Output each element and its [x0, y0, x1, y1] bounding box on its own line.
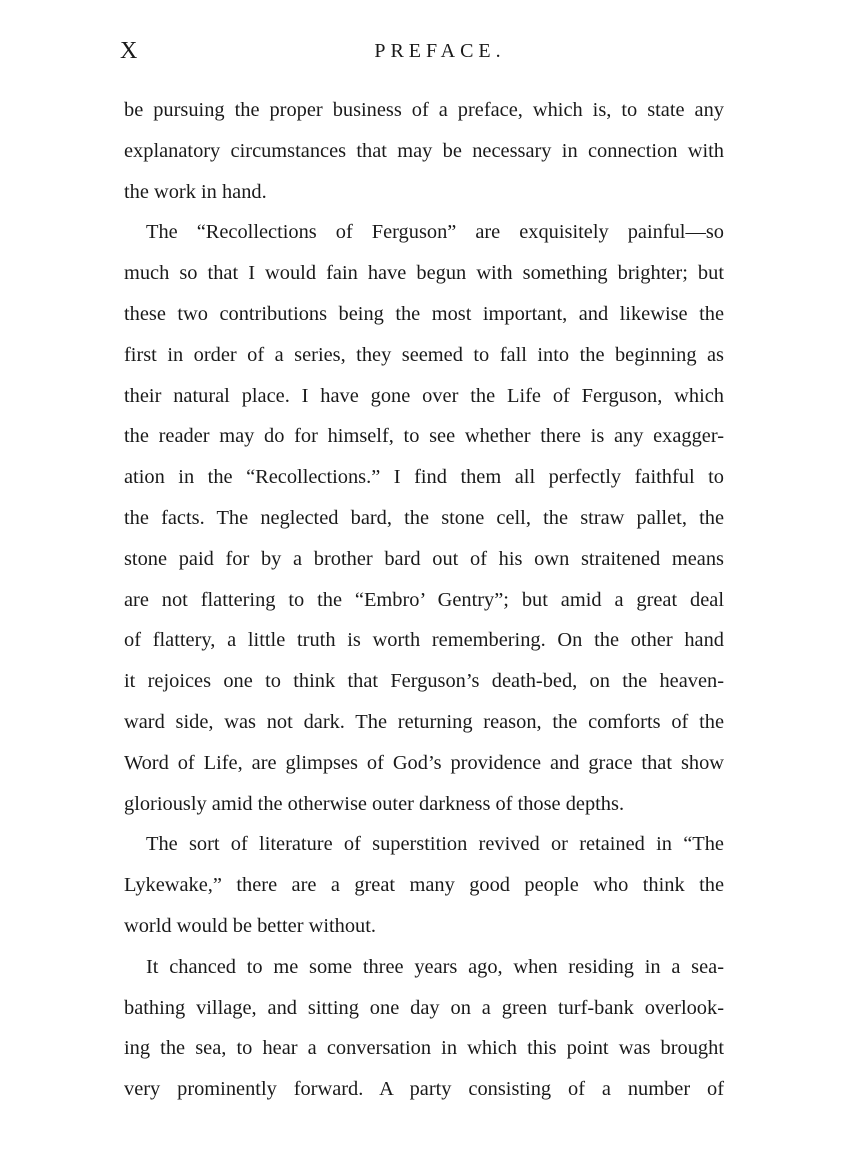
- text-line: much so that I would fain have begun with something brighter; but: [124, 262, 724, 285]
- text-line: of flattery, a little truth is worth remembering. On the other hand: [124, 629, 724, 652]
- text-line: gloriously amid the otherwise outer darkness of those depths.: [124, 792, 625, 815]
- text-line: explanatory circumstances that may be necessary in connection with: [124, 139, 724, 162]
- text-line: the work in hand.: [124, 180, 267, 203]
- text-line: these two contributions being the most important, and likewise the: [124, 302, 724, 325]
- text-line: ing the sea, to hear a conversation in which this point was brought: [124, 1037, 724, 1060]
- body-text: [124, 90, 724, 1110]
- text-line: are not flattering to the “Embro’ Gentry”; but amid a great deal: [124, 588, 724, 611]
- text-line: be pursuing the proper business of a preface, which is, to state any: [124, 99, 724, 121]
- text-line: the facts. The neglected bard, the stone cell, the straw pallet, the: [124, 506, 724, 529]
- text-line: Lykewake,” there are a great many good people who think the: [124, 874, 724, 897]
- text-line: ation in the “Recollections.” I find them all perfectly faithful to: [124, 466, 724, 489]
- text-line: very prominently forward. A party consisting of a number of: [124, 1078, 724, 1101]
- text-line: The “Recollections of Ferguson” are exquisitely painful—so: [146, 221, 724, 244]
- page-number: X: [120, 38, 139, 64]
- text-line: bathing village, and sitting one day on a green turf-bank overlook-: [124, 996, 724, 1019]
- paragraph-1: [124, 90, 724, 212]
- text-line: The sort of literature of superstition revived or retained in “The: [146, 833, 724, 856]
- text-line: Word of Life, are glimpses of God’s providence and grace that show: [124, 751, 724, 774]
- text-line: world would be better without.: [124, 914, 377, 937]
- paragraph-2: [124, 212, 724, 824]
- text-line: stone paid for by a brother bard out of his own straitened means: [124, 547, 724, 570]
- text-line: it rejoices one to think that Ferguson’s death-bed, on the heaven-: [124, 670, 724, 693]
- paragraph-4: [124, 947, 724, 1110]
- text-line: the reader may do for himself, to see whether there is any exagger-: [124, 425, 724, 448]
- text-line: ward side, was not dark. The returning reason, the comforts of the: [124, 710, 724, 733]
- running-head: PREFACE.: [374, 40, 506, 62]
- paragraph-3: [124, 824, 724, 946]
- text-line: It chanced to me some three years ago, when residing in a sea-: [146, 955, 724, 978]
- text-line: their natural place. I have gone over the Life of Ferguson, which: [124, 384, 724, 407]
- text-line: first in order of a series, they seemed to fall into the beginning as: [124, 343, 724, 366]
